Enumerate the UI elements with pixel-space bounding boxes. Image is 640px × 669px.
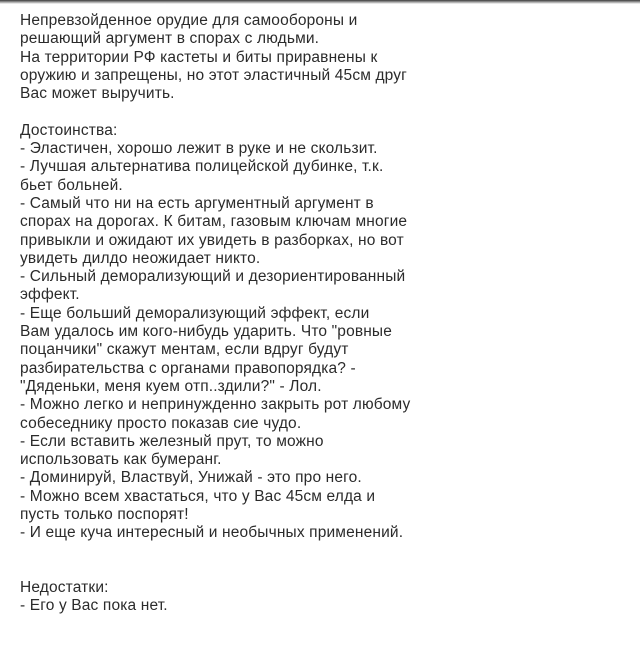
intro-line: оружию и запрещены, но этот эластичный 45см друг [20, 66, 407, 84]
advantages-line: - Если вставить железный прут, то можно [20, 432, 324, 450]
advantages-line: - Доминируй, Властвуй, Унижай - это про него. [20, 469, 362, 487]
advantages-line: - Еще больший деморализующий эффект, если [20, 304, 370, 322]
spacer [20, 543, 630, 579]
advantages-line: - Можно всем хвастаться, что у Вас 45см елда и [20, 487, 376, 505]
advantages-line: эффект. [20, 286, 80, 304]
advantages-line: - Самый что ни на есть аргументный аргумент в [20, 194, 374, 212]
disadvantages-heading: Недостатки: [20, 578, 109, 596]
advantages-line: бьет больней. [20, 176, 123, 194]
intro-line: Вас может выручить. [20, 85, 175, 103]
advantages-heading: Достоинства: [20, 121, 118, 139]
intro-line: На территории РФ кастеты и биты приравнены к [20, 48, 378, 66]
advantages-line: собеседнику просто показав сие чудо. [20, 414, 302, 432]
intro-paragraph [20, 12, 630, 103]
advantages-section [20, 122, 630, 543]
advantages-line: Вам удалось им кого-нибудь ударить. Что "ровные [20, 323, 392, 341]
advantages-line: спорах на дорогах. К битам, газовым ключам многие [20, 213, 408, 231]
top-edge-shadow [0, 0, 640, 4]
disadvantages-line: - Его у Вас пока нет. [20, 596, 168, 614]
spacer [20, 103, 630, 121]
advantages-line: разбирательства с органами правопорядка? - [20, 359, 356, 377]
advantages-line: - Лучшая альтернатива полицейской дубинке, т.к. [20, 158, 384, 176]
disadvantages-section [20, 579, 630, 616]
advantages-line: - Можно легко и непринужденно закрыть рот любому [20, 396, 411, 414]
advantages-line: "Дяденьки, меня куем отп..здили?" - Лол. [20, 377, 322, 395]
advantages-line: - И еще куча интересный и необычных применений. [20, 524, 404, 542]
intro-line: Непревзойденное орудие для самообороны и [20, 12, 358, 29]
advantages-line: поцанчики" скажут ментам, если вдруг будут [20, 341, 349, 359]
intro-line: решающий аргумент в спорах с людьми. [20, 30, 320, 48]
advantages-line: пусть только поспорят! [20, 506, 189, 524]
advantages-line: использовать как бумеранг. [20, 451, 222, 469]
advantages-line: - Эластичен, хорошо лежит в руке и не скользит. [20, 140, 378, 158]
advantages-line: увидеть дилдо неожидает никто. [20, 249, 261, 267]
advantages-line: привыкли и ожидают их увидеть в разборках, но вот [20, 231, 404, 249]
advantages-line: - Сильный деморализующий и дезориентированный [20, 268, 406, 286]
